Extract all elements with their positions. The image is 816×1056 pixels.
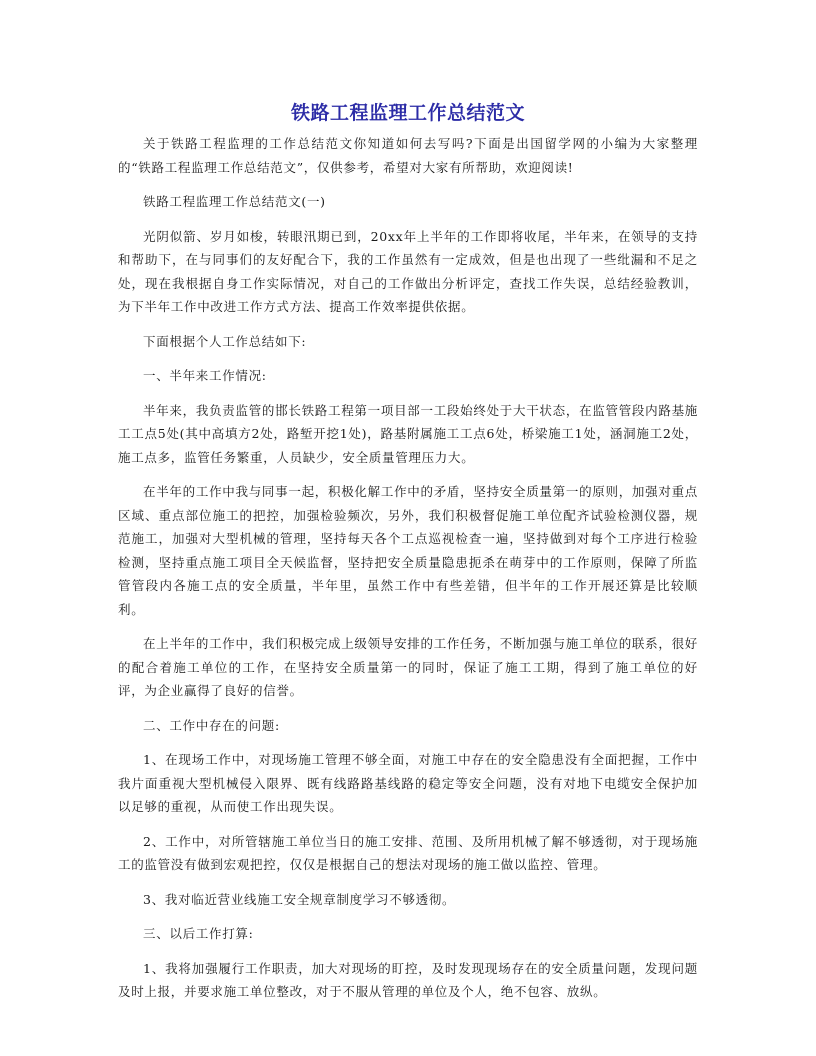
section-title: 铁路工程监理工作总结范文(一) [143,194,326,209]
problem-item: 3、我对临近营业线施工安全规章制度学习不够透彻。 [143,891,456,907]
plan-item: 1、我将加强履行工作职责，加大对现场的盯控，及时发现现场存在的安全质量问题，发现问题及时上报，并要求施工单位整改，对于不服从管理的单位及个人，绝不包容、放纵。 [118,960,698,999]
heading-future-plans: 三、以后工作打算: [143,926,254,941]
body-paragraph: 在半年的工作中我与同事一起，积极化解工作中的矛盾，坚持安全质量第一的原则，加强对重点区域、重点部位施工的把控，加强检验频次，另外，我们积极督促施工单位配齐试验检测仪器，规范施工，加强对大型机械的管理，坚持每天各个工点巡视检查一遍，坚持做到对每个工序进行检验检测，坚持重点施工项目全天候监督，坚持把安全质量隐患扼杀在萌芽中的工作原则，保障了所监管管段内各施工点的安全质量，半年里，虽然工作中有些差错，但半年的工作开展还算是比较顺利。 [118,484,698,617]
heading-problems: 二、工作中存在的问题: [143,717,280,733]
problem-item: 2、工作中，对所管辖施工单位当日的施工安排、范围、及所用机械了解不够透彻，对于现场施工的监管没有做到宏观把控，仅仅是根据自己的想法对现场的施工做以监控、管理。 [118,833,698,872]
body-paragraph: 在上半年的工作中，我们积极完成上级领导安排的工作任务，不断加强与施工单位的联系，很好的配合着施工单位的工作，在坚持安全质量第一的同时，保证了施工工期，得到了施工单位的好评，为企业赢得了良好的信誉。 [118,636,698,698]
document-page [118,100,698,1015]
summary-lead: 下面根据个人工作总结如下: [143,333,307,349]
heading-work-situation: 一、半年来工作情况: [143,368,267,383]
intro-paragraph: 关于铁路工程监理的工作总结范文你知道如何去写吗?下面是出国留学网的小编为大家整理的“铁路工程监理工作总结范文”，仅供参考，希望对大家有所帮助，欢迎阅读! [118,136,698,175]
problem-item: 1、在现场工作中，对现场施工管理不够全面，对施工中存在的安全隐患没有全面把握，工作中我片面重视大型机械侵入限界、既有线路路基线路的稳定等安全问题，没有对地下电缆安全保护加以足够的重视，从而使工作出现失误。 [118,752,698,814]
document-title: 铁路工程监理工作总结范文 [290,102,525,124]
body-paragraph: 光阴似箭、岁月如梭，转眼汛期已到，20xx年上半年的工作即将收尾，半年来，在领导的支持和帮助下，在与同事们的友好配合下，我的工作虽然有一定成效，但是也出现了一些纰漏和不足之处，现在我根据自身工作实际情况，对自己的工作做出分析评定，查找工作失误，总结经验教训，为下半年工作中改进工作方式方法、提高工作效率提供依据。 [118,228,698,314]
body-paragraph: 半年来，我负责监管的邯长铁路工程第一项目部一工段始终处于大干状态，在监管管段内路基施工工点5处(其中高填方2处，路堑开挖1处)，路基附属施工工点6处，桥梁施工1处，涵洞施工2处，施工点多，监管任务繁重，人员缺少，安全质量管理压力大。 [118,402,698,465]
